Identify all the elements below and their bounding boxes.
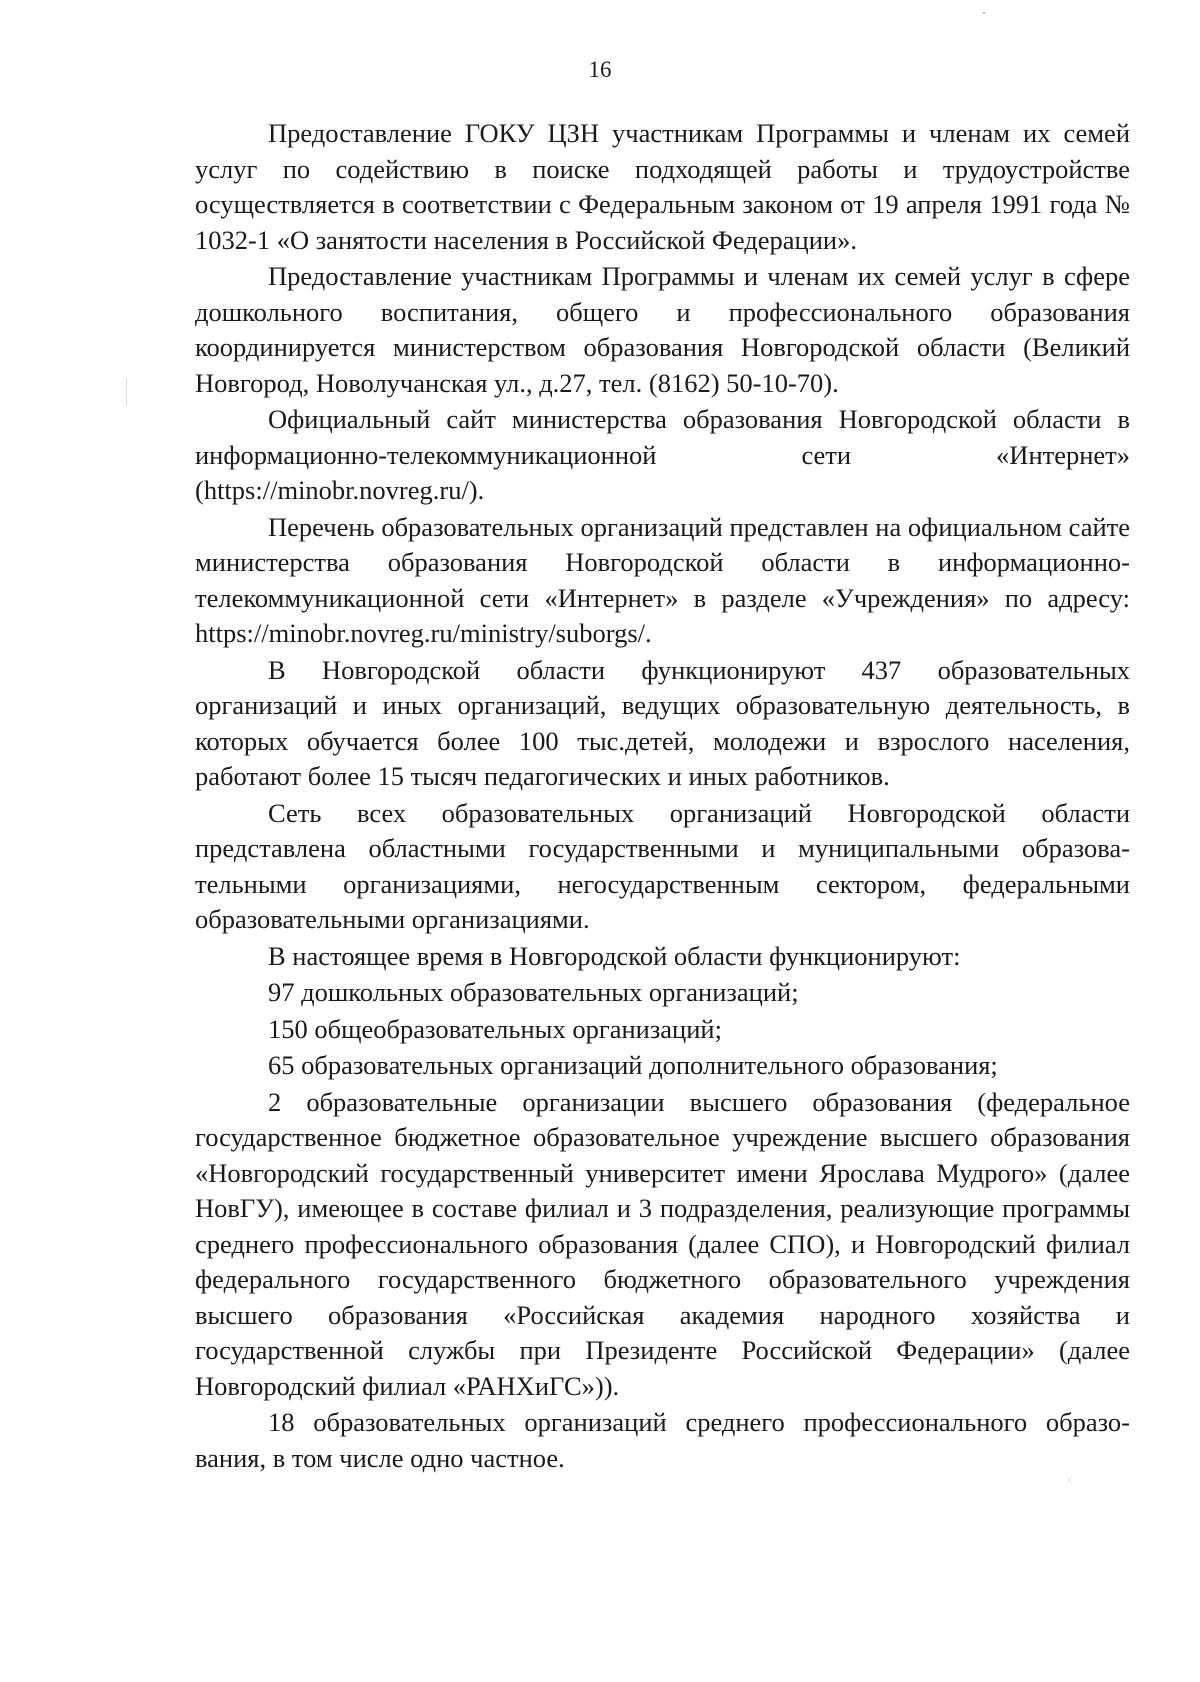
paragraph-education-services: Предоставление участникам Программы и членам их семей услуг в сфере дошкольного воспитания, общего и профессионального образования координируется министерством образования Новгородской области (Великий Новгород, Новолучанская ул., д.27, тел. (8162) 50-10-70).: [195, 261, 1130, 398]
document-body: [195, 116, 1130, 1477]
paragraph-organizations-count: В Новгородской области функционируют 437 образовательных организаций и иных организаций, ведущих образовательную деятельность, в которых обучается более 100 тыс.детей, молодежи и взрослого населения, работают более 15 тысяч педагогических и иных работников.: [195, 654, 1130, 791]
scan-line-left: [126, 378, 127, 406]
paragraph-organizations-list: Перечень образовательных организаций представлен на официальном сайте министерства образования Новгородской области в информационно-телекоммуникационной сети «Интернет» в разделе «Учреждения» по адресу: https://minobr.novreg.ru/ministry/suborgs/.: [195, 511, 1130, 648]
list-item-general-education: 150 общеобразовательных организаций;: [268, 1013, 722, 1044]
scan-speck: [983, 12, 985, 14]
list-item-additional-education: 65 образовательных организаций дополнительного образования;: [268, 1050, 998, 1080]
paragraph-gokuczn-services: Предоставление ГОКУ ЦЗН участникам Программы и членам их семей услуг по содействию в поиске подходящей работы и трудоустройстве осуществляется в соответствии с Федеральным законом от 19 апреля 1991 года № 1032-1 «О занятости населения в Российской Федерации».: [195, 118, 1130, 255]
list-item-preschool: 97 дошкольных образовательных организаций;: [268, 977, 799, 1007]
paragraph-official-site: Официальный сайт министерства образования Новгородской области в информационно-телекоммуникационной сети «Интернет» (https://minobr.novreg.ru/).: [195, 404, 1130, 505]
page-number: 16: [588, 57, 612, 82]
scan-speck: [1068, 1478, 1069, 1482]
paragraph-network: Сеть всех образовательных организаций Новгородской области представлена областными государственными и муниципальными образовательными организациями, негосударственным сектором, федеральными образовательными организациями.: [195, 797, 1130, 934]
list-item-higher-education: 2 образовательные организации высшего образования (федеральное государственное бюджетное образовательное учреждение высшего образования «Новгородский государственный университет имени Ярослава Мудрого» (далее НовГУ), имеющее в составе филиал и 3 подразделения, реализующие программы среднего профессионального образования (далее СПО), и Новгородский филиал федерального государственного бюджетного образовательного учреждения высшего образования «Российская академия народного хозяйства и государственной службы при Президенте Российской Федерации» (далее Новгородский филиал «РАНХиГС»)).: [195, 1086, 1130, 1401]
paragraph-currently-functioning: В настоящее время в Новгородской области функционируют:: [268, 940, 961, 971]
list-item-vocational-education: 18 образовательных организаций среднего профессионального образования, в том числе одно частное.: [195, 1407, 1130, 1473]
